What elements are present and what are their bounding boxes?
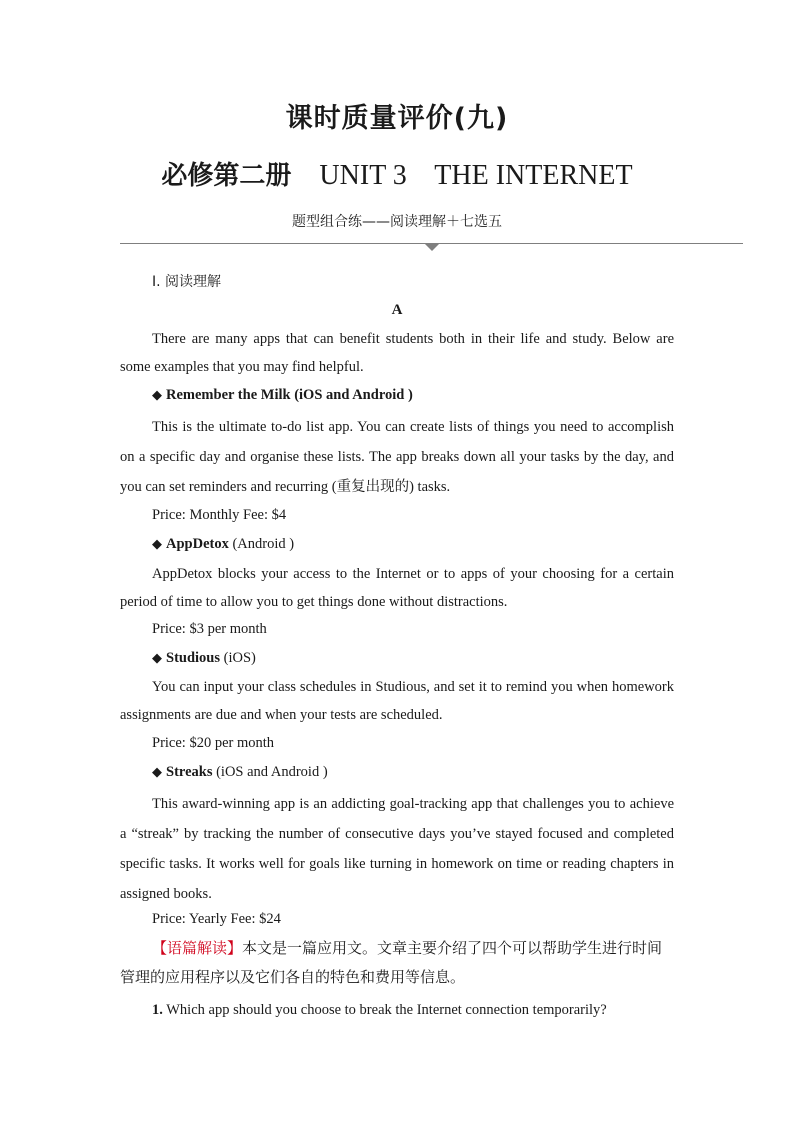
diamond-icon: ◆: [152, 388, 162, 403]
app-name: Remember the Milk: [166, 387, 291, 403]
subtitle-unit: UNIT 3: [319, 160, 407, 191]
subtitle-book: 必修第二册: [161, 161, 292, 191]
app-heading: [152, 530, 294, 559]
passage-analysis: [120, 934, 676, 992]
diamond-icon: ◆: [152, 765, 162, 780]
page-title: 课时质量评价(九): [285, 103, 509, 134]
app-price: Price: Yearly Fee: $24: [152, 911, 281, 927]
app-description: AppDetox blocks your access to the Internet or to apps of your choosing for a certain period of time to allow you to get things done without distractions.: [120, 566, 674, 610]
app-heading: [152, 758, 328, 787]
section-label: Ⅰ. 阅读理解: [152, 274, 222, 290]
analysis-tag: 【语篇解读】: [152, 939, 243, 957]
app-description: This is the ultimate to-do list app. You can create lists of things you need to accomplish on a specific day and organise these lists. The app breaks down all your tasks by the day, and you can set reminders and recurring (重复出现的) tasks.: [120, 419, 674, 495]
app-price: Price: Monthly Fee: $4: [152, 507, 287, 523]
subtitle-topic: THE INTERNET: [434, 160, 633, 191]
question-type-line: 题型组合练——阅读理解＋七选五: [292, 214, 502, 230]
question-number: 1.: [152, 1002, 163, 1018]
app-price: Price: $3 per month: [152, 621, 267, 637]
app-platform: (iOS and Android ): [294, 387, 413, 403]
diamond-icon: ◆: [152, 537, 162, 552]
app-platform: (iOS): [223, 650, 256, 666]
app-description: You can input your class schedules in Studious, and set it to remind you when homework assignments are due and when your tests are scheduled.: [120, 679, 674, 723]
app-name: AppDetox: [166, 536, 229, 552]
app-name: Streaks: [166, 764, 213, 780]
app-heading: [152, 381, 413, 410]
app-heading: [152, 644, 256, 673]
app-description: This award-winning app is an addicting goal-tracking app that challenges you to achieve a “streak” by tracking the number of consecutive days you’ve stayed focused and completed specific tasks. It works well for goals like turning in homework on time or reading chapters in assigned books.: [120, 796, 674, 902]
page-subtitle: [0, 155, 794, 192]
app-platform: (Android ): [232, 536, 295, 552]
divider-triangle-icon: [425, 244, 439, 251]
app-platform: (iOS and Android ): [216, 764, 328, 780]
question-item: [152, 998, 607, 1022]
analysis-text: 本文是一篇应用文。文章主要介绍了四个可以帮助学生进行时间管理的应用程序以及它们各自的特色和费用等信息。: [120, 939, 663, 986]
intro-paragraph: There are many apps that can benefit students both in their life and study. Below are some examples that you may find helpful.: [120, 331, 674, 375]
passage-label: A: [391, 302, 403, 318]
diamond-icon: ◆: [152, 651, 162, 666]
app-name: Studious: [166, 650, 221, 666]
question-text: Which app should you choose to break the Internet connection temporarily?: [166, 1002, 607, 1018]
app-price: Price: $20 per month: [152, 735, 275, 751]
